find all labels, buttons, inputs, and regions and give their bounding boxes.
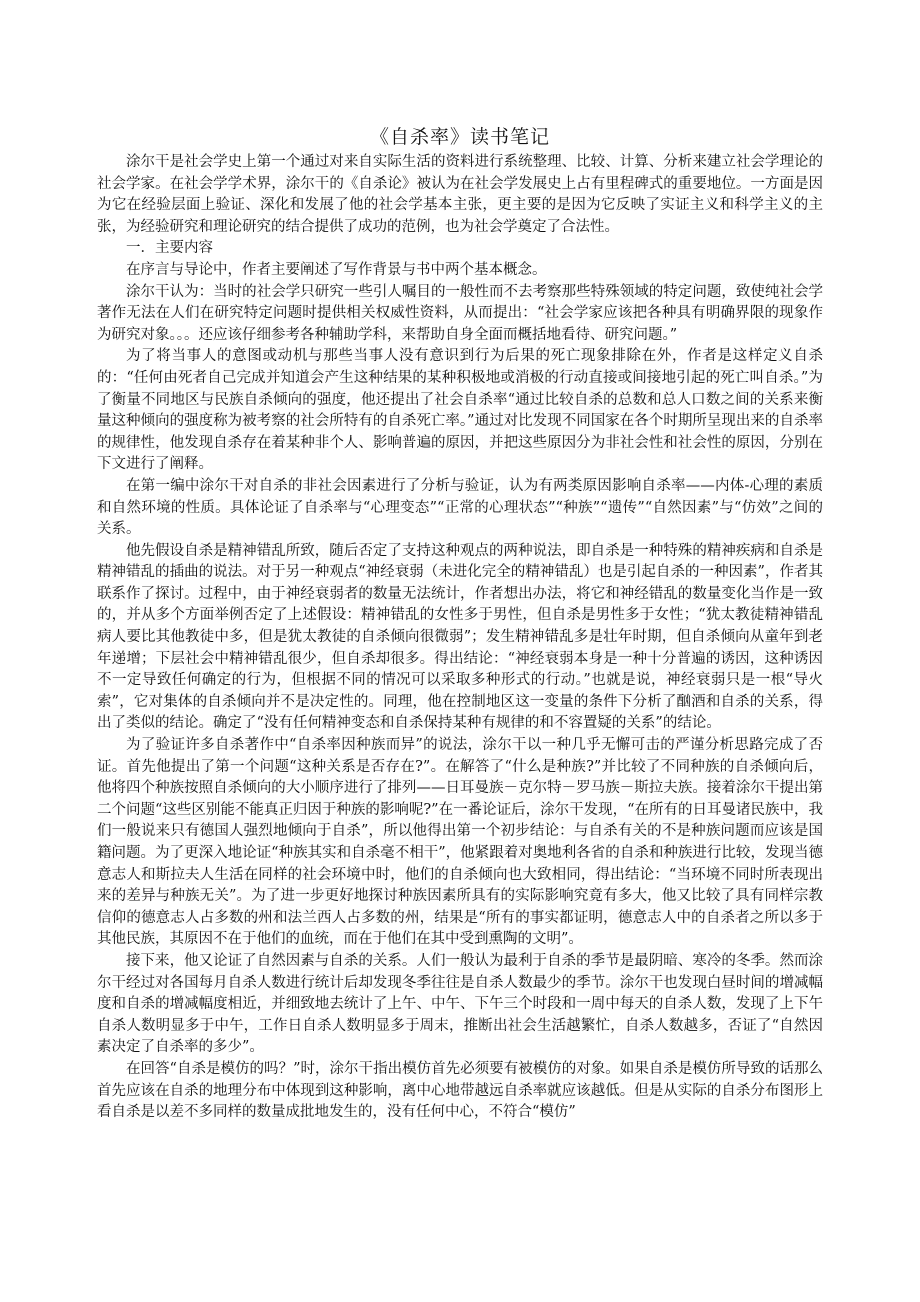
intro-paragraph: 涂尔干是社会学史上第一个通过对来自实际生活的资料进行系统整理、比较、计算、分析来建立社会学理论的社会学家。在社会学学术界，涂尔干的《自杀论》被认为在社会学发展史上占有里程碑式的重要地位。一方面是因为它在经验层面上验证、深化和发展了他的社会学基本主张，更主要的是因为它反映了实证主义和科学主义的主张，为经验研究和理论研究的结合提供了成功的范例，也为社会学奠定了合法性。 bbox=[97, 154, 823, 235]
body-paragraph: 在第一编中涂尔干对自杀的非社会因素进行了分析与验证，认为有两类原因影响自杀率——内体-心理的素质和自然环境的性质。具体论证了自杀率与“心理变态”“正常的心理状态”“种族”“遗传”“自然因素”与“仿效”之间的关系。 bbox=[97, 477, 823, 538]
body-paragraph: 在回答“自杀是模仿的吗？”时，涂尔干指出模仿首先必须要有被模仿的对象。如果自杀是模仿所导致的话那么首先应该在自杀的地理分布中体现到这种影响，离中心地带越远自杀率就应该越低。但是从实际的自杀分布图形上看自杀是以差不多同样的数量成批地发生的，没有任何中心，不符合“模仿” bbox=[97, 1060, 823, 1121]
body-paragraph: 涂尔干认为：当时的社会学只研究一些引人嘱目的一般性而不去考察那些特殊领域的特定问题，致使纯社会学著作无法在人们在研究特定问题时提供相关权威性资料，从而提出：“社会学家应该把各种具有明确界限的现象作为研究对象。。。还应该仔细参考各种辅助学科，来帮助自身全面而概括地看待、研究问题。” bbox=[97, 283, 823, 343]
body-paragraph: 他先假设自杀是精神错乱所致，随后否定了支持这种观点的两种说法，即自杀是一种特殊的精神疾病和自杀是精神错乱的插曲的说法。对于另一种观点“神经衰弱（未进化完全的精神错乱）也是引起自杀的一种因素”，作者其联系作了探讨。过程中，由于神经衰弱者的数量无法统计，作者想出办法，将它和神经错乱的数量变化当作是一致的，并从多个方面举例否定了上述假设：精神错乱的女性多于男性，但自杀是男性多于女性；“犹太教徒精神错乱病人要比其他教徒中多，但是犹太教徒的自杀倾向很微弱”；发生精神错乱多是壮年时期，但自杀倾向从童年到老年递增；下层社会中精神错乱很少，但自杀却很多。得出结论：“神经衰弱本身是一种十分普遍的诱因，这种诱因不一定导致任何确定的行为，但根据不同的情况可以采取多种形式的行动。”也就是说，神经衰弱只是一根“导火索”，它对集体的自杀倾向并不是决定性的。同理，他在控制地区这一变量的条件下分析了酗酒和自杀的关系，得出了类似的结论。确定了“没有任何精神变态和自杀保持某种有规律的和不容置疑的关系”的结论。 bbox=[97, 542, 823, 732]
body-paragraph: 接下来，他又论证了自然因素与自杀的关系。人们一般认为最利于自杀的季节是最阴暗、寒冷的冬季。然而涂尔干经过对各国每月自杀人数进行统计后却发现冬季往往是自杀人数最少的季节。涂尔干也发现白昼时间的增减幅度和自杀的增减幅度相近，并细致地去统计了上午、中午、下午三个时段和一周中每天的自杀人数，发现了上下午自杀人数明显多于中午，工作日自杀人数明显多于周末，推断出社会生活越繁忙，自杀人数越多，否证了“自然因素决定了自杀率的多少”。 bbox=[97, 952, 823, 1056]
body-paragraph: 为了将当事人的意图或动机与那些当事人没有意识到行为后果的死亡现象排除在外，作者是这样定义自杀的：“任何由死者自己完成并知道会产生这种结果的某种积极地或消极的行动直接或间接地引起的死亡叫自杀。”为了衡量不同地区与民族自杀倾向的强度，他还提出了社会自杀率“通过比较自杀的总数和总人口数之间的关系来衡量这种倾向的强度称为被考察的社会所特有的自杀死亡率。”通过对比发现不同国家在各个时期所呈现出来的自杀率的规律性，他发现自杀存在着某种非个人、影响普遍的原因，并把这些原因分为非社会性和社会性的原因，分别在下文进行了阐释。 bbox=[97, 348, 823, 473]
document-page bbox=[97, 124, 823, 1124]
section-heading-main-content: 一．主要内容 bbox=[126, 240, 213, 257]
body-paragraph: 在序言与导论中，作者主要阐述了写作背景与书中两个基本概念。 bbox=[126, 261, 547, 278]
document-title: 《自杀率》读书笔记 bbox=[369, 126, 550, 148]
body-paragraph: 为了验证许多自杀著作中“自杀率因种族而异”的说法，涂尔干以一种几乎无懈可击的严谨分析思路完成了否证。首先他提出了第一个问题“这种关系是否存在?”。在解答了“什么是种族?”并比较了不同种族的自杀倾向后，他将四个种族按照自杀倾向的大小顺序进行了排列——日耳曼族－克尔特－罗马族－斯拉夫族。接着涂尔干提出第二个问题“这些区别能不能真正归因于种族的影响呢?”在一番论证后，涂尔干发现，“在所有的日耳曼诸民族中，我们一般说来只有德国人强烈地倾向于自杀”，所以他得出第一个初步结论：与自杀有关的不是种族问题而应该是国籍问题。为了更深入地论证“种族其实和自杀毫不相干”，他紧跟着对奥地利各省的自杀和种族进行比较，发现当德意志人和斯拉夫人生活在同样的社会环境中时，他们的自杀倾向也大致相同，得出结论：“当环境不同时所表现出来的差异与种族无关”。为了进一步更好地探讨种族因素所具有的实际影响究竟有多大，他又比较了具有同样宗教信仰的德意志人占多数的州和法兰西人占多数的州，结果是“所有的事实都证明，德意志人中的自杀者之所以多于其他民族，其原因不在于他们的血统，而在于他们在其中受到熏陶的文明”。 bbox=[97, 737, 824, 948]
